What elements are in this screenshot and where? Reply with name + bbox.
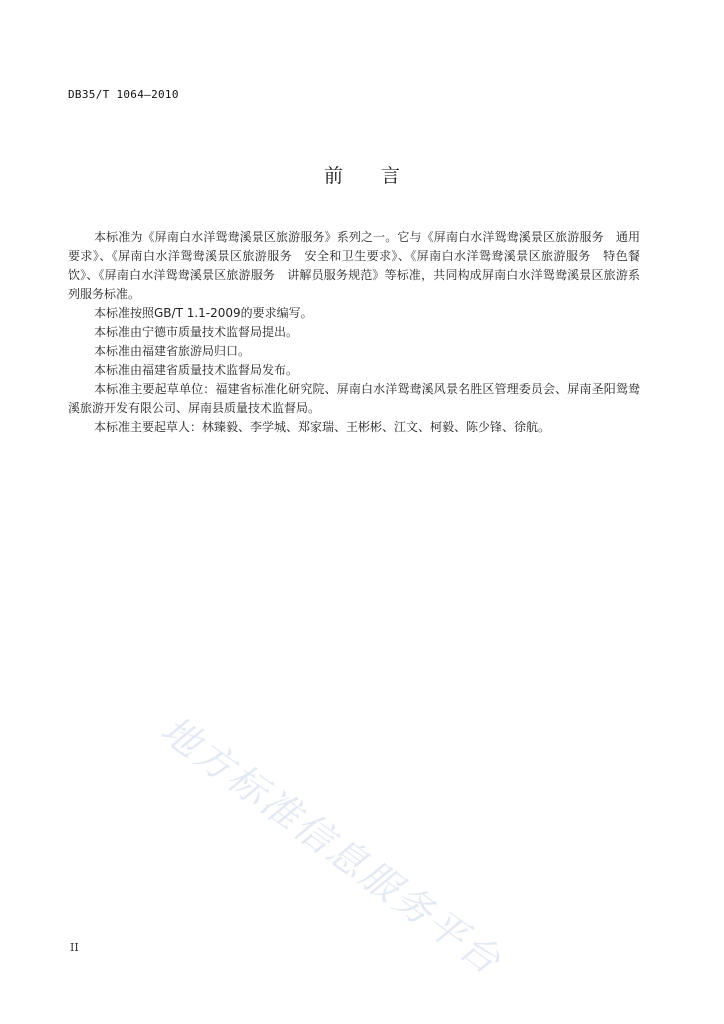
page-title <box>0 161 724 188</box>
paragraph-drafting-rules: 本标准按照GB/T 1.1-2009的要求编写。 <box>94 306 313 320</box>
page-title-char-1: 前 <box>323 165 343 187</box>
paragraph-drafters: 本标准主要起草人：林臻毅、李学城、郑家瑞、王彬彬、江文、柯毅、陈少锋、徐航。 <box>94 420 551 434</box>
page-number: II <box>70 941 79 954</box>
paragraph-centralized-by: 本标准由福建省旅游局归口。 <box>94 344 251 358</box>
paragraph-drafting-units: 本标准主要起草单位：福建省标准化研究院、屏南白水洋鸳鸯溪风景名胜区管理委员会、屏南圣阳鸳鸯溪旅游开发有限公司、屏南县质量技术监督局。 <box>68 382 640 415</box>
paragraph-proposed-by: 本标准由宁德市质量技术监督局提出。 <box>94 325 299 339</box>
paragraph-series-description: 本标准为《屏南白水洋鸳鸯溪景区旅游服务》系列之一。它与《屏南白水洋鸳鸯溪景区旅游服务 通用要求》、《屏南白水洋鸳鸯溪景区旅游服务 安全和卫生要求》、《屏南白水洋鸳鸯溪景区旅游服务 特色餐饮》、《屏南白水洋鸳鸯溪景区旅游服务 讲解员服务规范》等标准，共同构成屏南白水洋鸳鸯溪景区旅游系列服务标准。 <box>68 230 640 301</box>
page-title-char-2: 言 <box>381 165 401 187</box>
paragraph-issued-by: 本标准由福建省质量技术监督局发布。 <box>94 363 299 377</box>
foreword-body <box>68 228 640 437</box>
watermark: 地方标准信息服务平台 <box>152 707 511 984</box>
document-code: DB35/T 1064—2010 <box>68 88 179 101</box>
